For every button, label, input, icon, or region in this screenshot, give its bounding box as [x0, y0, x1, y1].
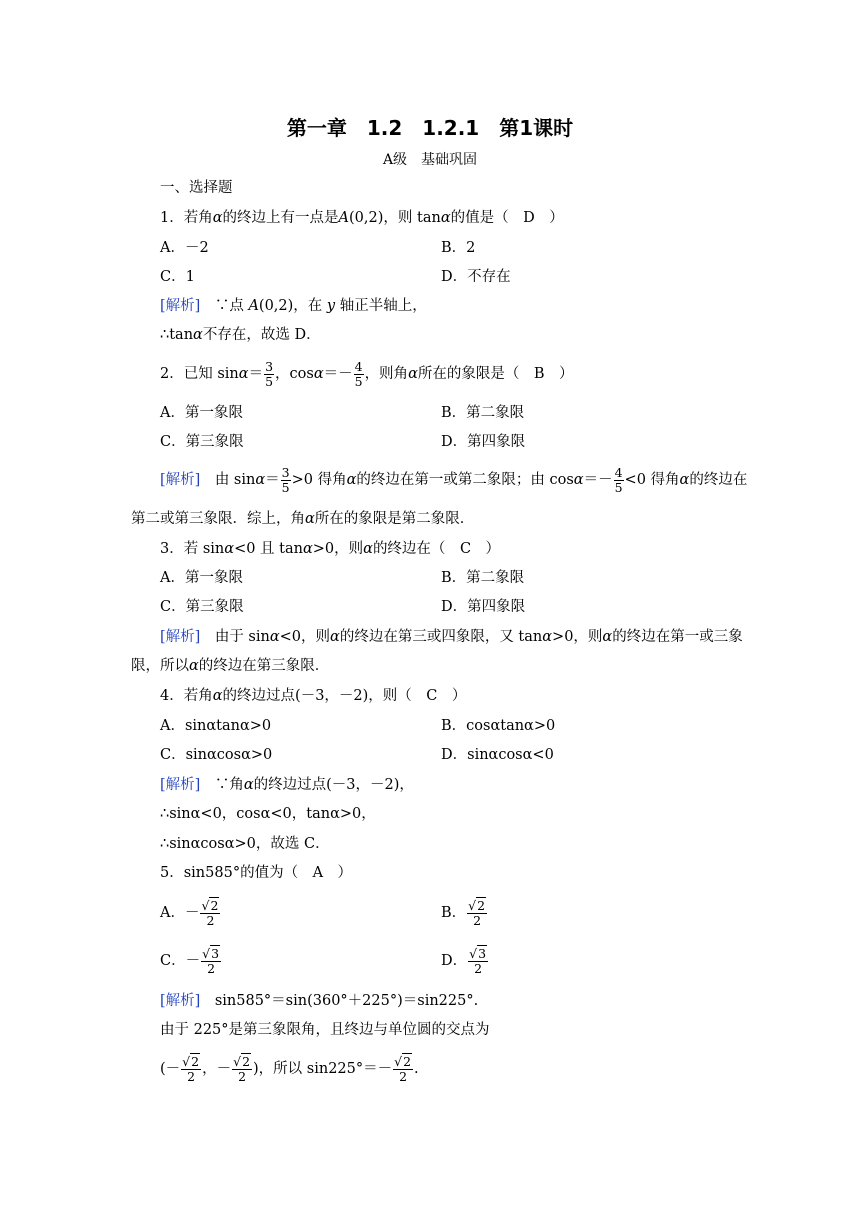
page-title: 第一章 1.2 1.2.1 第1课时 — [286, 116, 574, 140]
q1-option-b: B．2 — [441, 240, 476, 256]
q5-option-c: C．－ $\frac{√3}{2}$ — [160, 945, 220, 976]
answer: D — [523, 210, 535, 226]
jiexi-label: [解析] — [160, 472, 201, 488]
q3-solution-line1: [解析] 由于 sinα<0，则α的终边在第三或四象限，又 tanα>0，则α的终边在第一或三象 — [160, 629, 743, 645]
answer: A — [312, 865, 324, 881]
q2-option-d: D．第四象限 — [441, 434, 526, 450]
jiexi-label: [解析] — [160, 993, 201, 1009]
q2-option-c: C．第三象限 — [160, 434, 244, 450]
q5-solution-line3: (－ $\frac{√2}{2}$ ，－ $\frac{√2}{2}$ )，所以 sin225°＝－ $\frac{√2}{2}$ . — [160, 1053, 419, 1084]
fraction: $\frac{4}{5}$ — [614, 464, 623, 495]
q4-solution-line2: ∴sinα<0，cosα<0，tanα>0， — [160, 806, 376, 822]
fraction: $\frac{√2}{2}$ — [201, 897, 219, 928]
q1-solution-line1: [解析] ∵点 A(0,2)，在 y 轴正半轴上， — [160, 298, 427, 314]
question-1-stem: 1．若角α的终边上有一点是A(0,2)，则 tanα的值是（ D ） — [160, 210, 564, 226]
q2-option-a: A．第一象限 — [160, 405, 243, 421]
q5-option-a: A．－ $\frac{√2}{2}$ — [160, 897, 219, 928]
jiexi-label: [解析] — [160, 298, 201, 314]
q5-option-d: D． $\frac{√3}{2}$ — [441, 945, 487, 976]
q1-option-a: A．－2 — [160, 240, 209, 256]
fraction: $\frac{√2}{2}$ — [394, 1053, 412, 1084]
q5-option-b: B． $\frac{√2}{2}$ — [441, 897, 486, 928]
q1-option-d: D．不存在 — [441, 269, 511, 285]
q1-solution-line2: ∴tanα不存在，故选 D． — [160, 327, 321, 343]
q2-option-b: B．第二象限 — [441, 405, 525, 421]
fraction: $\frac{3}{5}$ — [265, 358, 274, 389]
q4-option-a: A．sinαtanα>0 — [160, 718, 272, 734]
question-5-stem: 5．sin585°的值为（ A ） — [160, 865, 353, 881]
q5-solution-line2: 由于 225°是第三象限角，且终边与单位圆的交点为 — [160, 1022, 490, 1038]
question-3-stem: 3．若 sinα<0 且 tanα>0，则α的终边在（ C ） — [160, 541, 501, 557]
answer: C — [426, 688, 438, 704]
q3-option-d: D．第四象限 — [441, 599, 526, 615]
fraction: $\frac{3}{5}$ — [281, 464, 290, 495]
fraction: $\frac{√2}{2}$ — [233, 1053, 251, 1084]
answer: C — [459, 541, 472, 557]
fraction: $\frac{4}{5}$ — [354, 358, 363, 389]
page-subtitle: A级 基础巩固 — [382, 152, 478, 168]
q4-solution-line3: ∴sinαcosα>0，故选 C． — [160, 836, 330, 852]
fraction: $\frac{√3}{2}$ — [202, 945, 220, 976]
jiexi-label: [解析] — [160, 629, 201, 645]
question-2-stem: 2．已知 sinα＝ $\frac{3}{5}$ ，cosα＝－ $\frac{4}{5}$ ，则角α所在的象限是（ B ） — [160, 358, 574, 389]
q1-option-c: C．1 — [160, 269, 195, 285]
question-4-stem: 4．若角α的终边过点(－3，－2)，则（ C ） — [160, 688, 467, 704]
q5-solution-line1: [解析] sin585°＝sin(360°＋225°)＝sin225°. — [160, 993, 479, 1009]
jiexi-label: [解析] — [160, 777, 201, 793]
q2-solution-line1: [解析] 由 sinα＝ $\frac{3}{5}$ >0 得角α的终边在第一或第二象限；由 cosα＝－ $\frac{4}{5}$ <0 得角α的终边在 — [160, 464, 748, 495]
q2-solution-line2: 第二或第三象限．综上，角α所在的象限是第二象限． — [131, 511, 475, 527]
fraction: $\frac{√2}{2}$ — [182, 1053, 200, 1084]
fraction: $\frac{√3}{2}$ — [469, 945, 487, 976]
q3-option-b: B．第二象限 — [441, 570, 525, 586]
q4-solution-line1: [解析] ∵角α的终边过点(－3，－2)， — [160, 777, 414, 793]
q3-option-c: C．第三象限 — [160, 599, 244, 615]
fraction: $\frac{√2}{2}$ — [468, 897, 486, 928]
answer: B — [533, 366, 545, 382]
q4-option-c: C．sinαcosα>0 — [160, 747, 273, 763]
q3-option-a: A．第一象限 — [160, 570, 243, 586]
q4-option-d: D．sinαcosα<0 — [441, 747, 554, 763]
q3-solution-line2: 限，所以α的终边在第三象限． — [131, 658, 330, 674]
q4-option-b: B．cosαtanα>0 — [441, 718, 556, 734]
section-heading: 一、选择题 — [160, 180, 233, 196]
